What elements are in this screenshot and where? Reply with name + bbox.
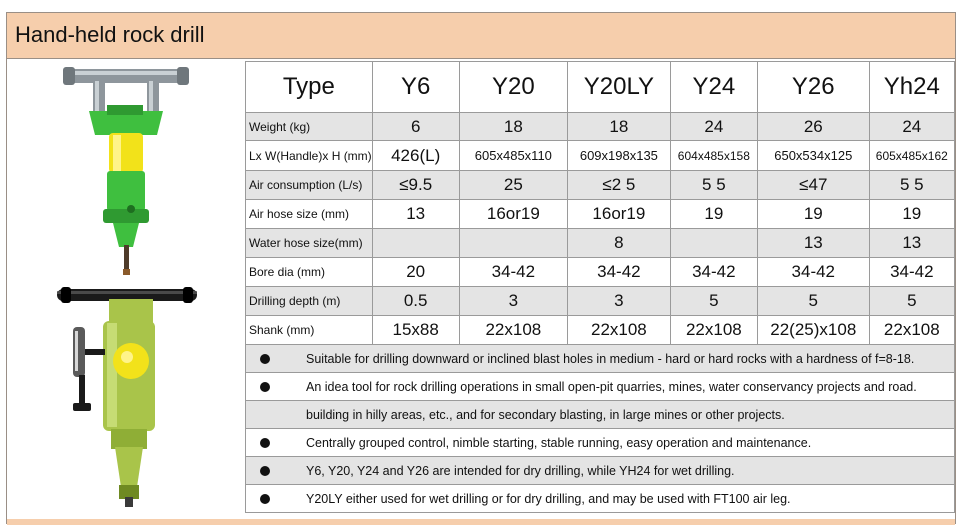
- table-cell: 24: [670, 113, 757, 141]
- table-cell: 18: [568, 113, 671, 141]
- bullet-icon: [260, 494, 270, 504]
- table-cell: 34-42: [869, 258, 954, 287]
- table-cell: 34-42: [757, 258, 869, 287]
- header-model: Y6: [372, 62, 459, 113]
- table-cell: 8: [568, 229, 671, 258]
- table-cell: 650x534x125: [757, 141, 869, 171]
- note-text: An idea tool for rock drilling operations in small open-pit quarries, mines, water conservancy projects and road.: [306, 379, 917, 394]
- table-cell: 34-42: [459, 258, 567, 287]
- table-cell: 16or19: [568, 200, 671, 229]
- bullet-icon: [260, 354, 270, 364]
- table-cell: 13: [372, 200, 459, 229]
- note-row: [246, 429, 955, 457]
- table-cell: 19: [869, 200, 954, 229]
- note-text: Y20LY either used for wet drilling or for dry drilling, and may be used with FT100 air leg.: [306, 491, 791, 506]
- table-cell: 605x485x110: [459, 141, 567, 171]
- table-cell: 34-42: [670, 258, 757, 287]
- note-row: [246, 401, 955, 429]
- rock-drill-y24-photo: [7, 287, 239, 507]
- table-cell: 20: [372, 258, 459, 287]
- header-model: Y24: [670, 62, 757, 113]
- note-row: [246, 485, 955, 513]
- table-row: [246, 287, 955, 316]
- table-cell: 22(25)x108: [757, 316, 869, 345]
- note-row: [246, 345, 955, 373]
- table-row: [246, 141, 955, 171]
- table-cell: [459, 229, 567, 258]
- table-row: [246, 258, 955, 287]
- table-row: [246, 229, 955, 258]
- table-cell: 22x108: [869, 316, 954, 345]
- table-cell: 25: [459, 171, 567, 200]
- table-cell: ≤9.5: [372, 171, 459, 200]
- table-cell: 3: [459, 287, 567, 316]
- page-title: Hand-held rock drill: [15, 22, 205, 47]
- header-model: Y26: [757, 62, 869, 113]
- table-cell: ≤2 5: [568, 171, 671, 200]
- product-sheet: [6, 12, 956, 524]
- table-row: [246, 316, 955, 345]
- table-cell: [372, 229, 459, 258]
- table-cell: 24: [869, 113, 954, 141]
- row-label: Shank (mm): [246, 316, 373, 345]
- table-cell: 22x108: [670, 316, 757, 345]
- table-cell: [670, 229, 757, 258]
- bottom-band: [7, 519, 955, 525]
- table-row: [246, 200, 955, 229]
- note-text: Centrally grouped control, nimble starting, stable running, easy operation and maintenance.: [306, 435, 812, 450]
- table-cell: 22x108: [568, 316, 671, 345]
- table-cell: 605x485x162: [869, 141, 954, 171]
- table-cell: 16or19: [459, 200, 567, 229]
- row-label: Bore dia (mm): [246, 258, 373, 287]
- table-header-row: [246, 62, 955, 113]
- table-cell: 5 5: [869, 171, 954, 200]
- row-label: Lx W(Handle)x H (mm): [246, 141, 373, 171]
- table-cell: 5: [670, 287, 757, 316]
- table-cell: 15x88: [372, 316, 459, 345]
- note-text: building in hilly areas, etc., and for secondary blasting, in large mines or other projects.: [306, 407, 785, 422]
- table-cell: 5: [869, 287, 954, 316]
- bullet-icon: [260, 438, 270, 448]
- table-cell: 19: [670, 200, 757, 229]
- table-cell: 13: [869, 229, 954, 258]
- table-cell: 609x198x135: [568, 141, 671, 171]
- table-cell: ≤47: [757, 171, 869, 200]
- table-cell: 19: [757, 200, 869, 229]
- row-label: Weight (kg): [246, 113, 373, 141]
- note-text: Y6, Y20, Y24 and Y26 are intended for dry drilling, while YH24 for wet drilling.: [306, 463, 735, 478]
- table-cell: 13: [757, 229, 869, 258]
- rock-drill-y6-photo: [7, 59, 239, 279]
- bullet-icon: [260, 466, 270, 476]
- header-model: Yh24: [869, 62, 954, 113]
- bullet-icon: [260, 382, 270, 392]
- table-row: [246, 171, 955, 200]
- table-cell: 426(L): [372, 141, 459, 171]
- row-label: Drilling depth (m): [246, 287, 373, 316]
- table-cell: 604x485x158: [670, 141, 757, 171]
- table-cell: 5 5: [670, 171, 757, 200]
- header-type: Type: [246, 62, 373, 113]
- table-cell: 5: [757, 287, 869, 316]
- note-text: Suitable for drilling downward or inclined blast holes in medium - hard or hard rocks with a hardness of f=8-18.: [306, 351, 915, 366]
- table-cell: 6: [372, 113, 459, 141]
- note-row: [246, 373, 955, 401]
- table-cell: 3: [568, 287, 671, 316]
- header-model: Y20: [459, 62, 567, 113]
- table-cell: 34-42: [568, 258, 671, 287]
- header-model: Y20LY: [568, 62, 671, 113]
- spec-table: [245, 61, 955, 513]
- row-label: Air consumption (L/s): [246, 171, 373, 200]
- table-cell: 18: [459, 113, 567, 141]
- row-label: Water hose size(mm): [246, 229, 373, 258]
- table-cell: 22x108: [459, 316, 567, 345]
- row-label: Air hose size (mm): [246, 200, 373, 229]
- note-row: [246, 457, 955, 485]
- table-cell: 0.5: [372, 287, 459, 316]
- table-row: [246, 113, 955, 141]
- table-cell: 26: [757, 113, 869, 141]
- title-bar: [7, 13, 955, 59]
- product-images: [7, 59, 239, 525]
